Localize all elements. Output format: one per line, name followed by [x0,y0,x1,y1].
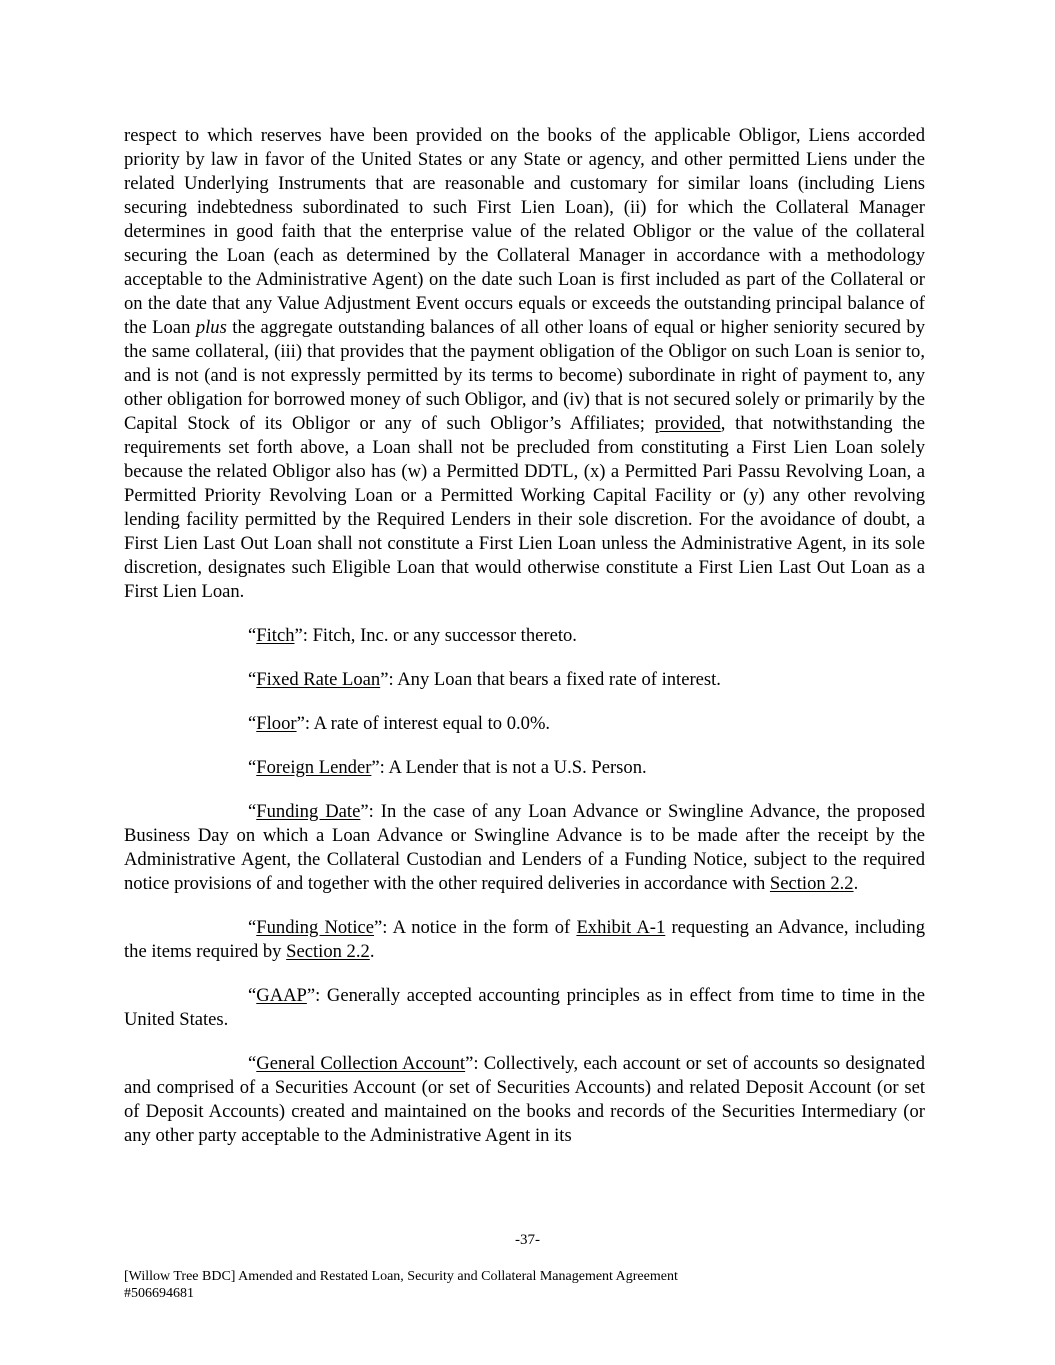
first-lien-loan-definition-continuation: respect to which reserves have been provided on the books of the applicable Obligor, Liens accorded priority by law in favor of the United States or any State or agency, and other permitted Liens under the related Underlying Instruments that are reasonable and customary for similar loans (including Liens securing indebtedness subordinated to such First Lien Loan), (ii) for which the Collateral Manager determines in good faith that the enterprise value of the related Obligor or the value of the collateral securing the Loan (each as determined by the Collateral Manager in accordance with a methodology acceptable to the Administrative Agent) on the date such Loan is first included as part of the Collateral or on the date that any Value Adjustment Event occurs equals or exceeds the outstanding principal balance of the Loan plus the aggregate outstanding balances of all other loans of equal or higher seniority secured by the same collateral, (iii) that provides that the payment obligation of the Obligor on such Loan is senior to, and is not (and is not expressly permitted by its terms to become) subordinate in right of payment to, any other obligation for borrowed money of such Obligor, and (iv) that is not secured solely or primarily by the Capital Stock of its Obligor or any of such Obligor’s Affiliates; provided, that notwithstanding the requirements set forth above, a Loan shall not be precluded from constituting a First Lien Loan solely because the related Obligor also has (w) a Permitted DDTL, (x) a Permitted Pari Passu Revolving Loan, a Permitted Priority Revolving Loan or a Permitted Working Capital Facility or (y) any other revolving lending facility permitted by the Required Lenders in their sole discretion. For the avoidance of doubt, a First Lien Last Out Loan shall not constitute a First Lien Loan unless the Administrative Agent, in its sole discretion, designates such Eligible Loan that would otherwise constitute a First Lien Last Out Loan as a First Lien Loan. [124,125,926,602]
document-body [124,124,925,1148]
definition-floor: “Floor”: A rate of interest equal to 0.0%. [248,713,551,734]
section-reference: Section 2.2 [286,941,370,962]
definition-funding-date: “Funding Date”: In the case of any Loan Advance or Swingline Advance, the proposed Business Day on which a Loan Advance or Swingline Advance is to be made after the receipt by the Administrative Agent, the Collateral Custodian and Lenders of a Funding Notice, subject to the required notice provisions of and together with the other required deliveries in accordance with Section 2.2. [124,801,925,894]
footer [124,1268,678,1302]
provided-term: provided [654,413,721,434]
defined-term: Funding Notice [256,917,375,938]
defined-term: Floor [256,713,297,734]
footer-doc-id: #506694681 [124,1286,194,1301]
defined-term: Funding Date [256,801,361,822]
definition-funding-notice: “Funding Notice”: A notice in the form of Exhibit A-1 requesting an Advance, including the items required by Section 2.2. [124,917,926,962]
section-reference: Section 2.2 [769,873,854,894]
definition-fixed-rate-loan: “Fixed Rate Loan”: Any Loan that bears a fixed rate of interest. [248,669,721,690]
definition-general-collection-account: “General Collection Account”: Collectively, each account or set of accounts so designated and comprised of a Securities Account (or set of Securities Accounts) and related Deposit Account (or set of Deposit Accounts) created and maintained on the books and records of the Securities Intermediary (or any other party acceptable to the Administrative Agent in its [124,1053,925,1146]
definition-gaap: “GAAP”: Generally accepted accounting principles as in effect from time to time in the United States. [124,985,925,1030]
footer-title: [Willow Tree BDC] Amended and Restated Loan, Security and Collateral Management Agreement [124,1269,678,1284]
definition-fitch: “Fitch”: Fitch, Inc. or any successor thereto. [248,625,577,646]
defined-term: General Collection Account [256,1053,466,1074]
defined-term: Foreign Lender [256,757,372,778]
definition-foreign-lender: “Foreign Lender”: A Lender that is not a U.S. Person. [248,757,647,778]
plus-emphasis: plus [195,317,227,338]
page-number: -37- [515,1232,540,1248]
defined-term: Fixed Rate Loan [256,669,381,690]
defined-term: Fitch [256,625,295,646]
defined-term: GAAP [256,985,307,1006]
exhibit-reference: Exhibit A-1 [576,917,666,938]
